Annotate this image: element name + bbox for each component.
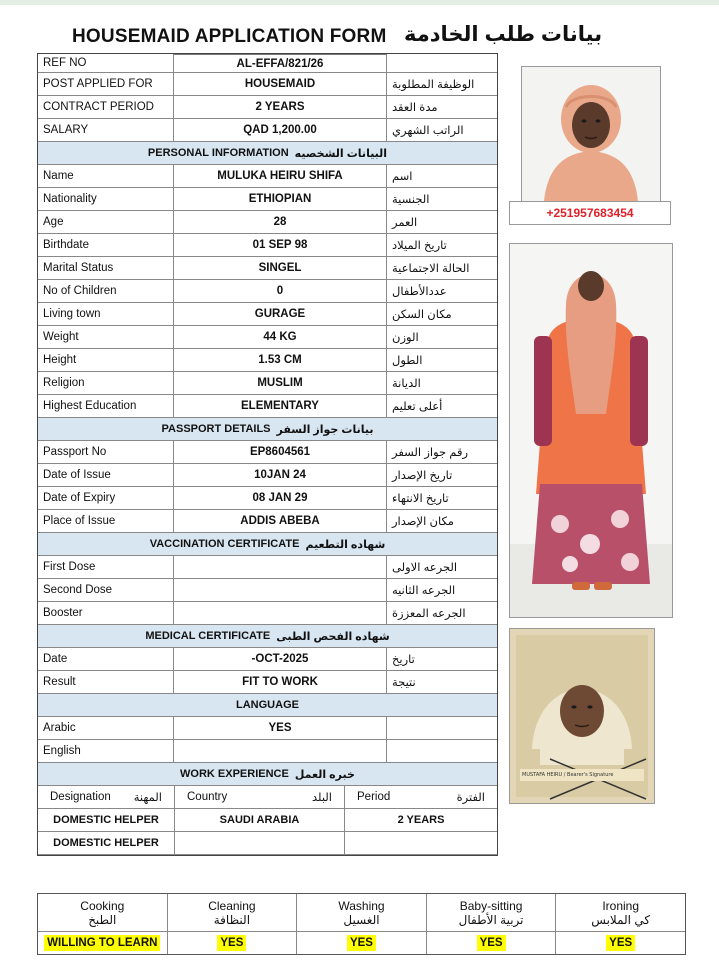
row-height [38,349,497,372]
field-label: SALARY [38,119,174,141]
work-period: 2 YEARS [397,814,445,826]
field-label: POST APPLIED FOR [38,73,174,95]
work-designation: DOMESTIC HELPER [38,809,175,831]
form-title-arabic: بيانات طلب الخادمة [404,23,603,46]
field-label: Religion [38,372,174,394]
field-label: Date of Expiry [38,487,174,509]
field-value: 1.53 CM [174,349,387,371]
skill-name-ar: الغسيل [343,913,380,927]
field-value: 08 JAN 29 [174,487,387,509]
field-value: 28 [174,211,387,233]
field-label-ar: الراتب الشهري [392,125,464,137]
field-label: Place of Issue [38,510,174,532]
field-label: Booster [38,602,174,624]
section-heading-ar: خبره العمل [294,768,355,781]
col-label-ar: البلد [311,792,332,804]
field-label: CONTRACT PERIOD [38,96,174,118]
section-passport-details [38,418,497,441]
full-body-photo [509,243,673,618]
section-heading: PERSONAL INFORMATION [147,147,289,159]
field-label: Marital Status [38,257,174,279]
field-label-ar: رقم جواز السفر [392,447,469,459]
field-label-ar [387,717,497,739]
field-label: English [38,740,174,762]
field-label-ar [387,740,497,762]
row-marital-status [38,257,497,280]
row-contract-period [38,96,497,119]
field-label-ar: تاريخ الانتهاء [392,493,449,505]
field-label: Age [38,211,174,233]
form-title: HOUSEMAID APPLICATION FORM [72,26,387,47]
field-value: 01 SEP 98 [174,234,387,256]
field-label: Date of Issue [38,464,174,486]
row-first-dose [38,556,497,579]
field-label-ar: تاريخ الميلاد [392,240,447,252]
field-value: 2 YEARS [174,96,387,118]
field-label: Nationality [38,188,174,210]
skills-table [37,893,686,955]
field-label: Passport No [38,441,174,463]
field-value [174,556,387,578]
field-value [174,740,387,762]
col-label: Designation [50,791,111,803]
field-label-ar: الحالة الاجتماعية [392,263,470,275]
field-label-ar: عددالأطفال [392,286,447,298]
field-value: YES [174,717,387,739]
field-label: Name [38,165,174,187]
field-label-ar: الديانة [392,378,421,390]
field-value: 0 [174,280,387,302]
row-post-applied [38,73,497,96]
col-label: Period [357,791,391,803]
row-medical-result [38,671,497,694]
section-heading: PASSPORT DETAILS [161,423,271,435]
section-medical-certificate [38,625,497,648]
field-label: REF NO [38,54,174,72]
row-english [38,740,497,763]
passport-photo-caption: MUSTAFA HEIRU / Bearer's Signature [522,772,614,778]
phone-number: +251957683454 [509,201,671,225]
headshot-photo [521,66,661,202]
field-value: ETHIOPIAN [174,188,387,210]
skill-ironing [556,894,685,954]
field-label: Result [38,671,174,693]
field-value: MUSLIM [174,372,387,394]
skill-value-cell [38,931,167,954]
section-language [38,694,497,717]
section-heading-ar: البيانات الشخصيه [294,147,388,160]
work-designation: DOMESTIC HELPER [38,832,175,854]
field-label: Height [38,349,174,371]
row-ref-no [38,54,497,73]
field-label-ar: أعلى تعليم [392,401,443,413]
field-value [174,602,387,624]
field-label: Arabic [38,717,174,739]
work-country: SAUDI ARABIA [175,809,345,831]
work-period [345,832,497,854]
field-label-ar: مدة العقد [392,102,438,114]
row-weight [38,326,497,349]
col-period [345,786,497,808]
skill-cooking [38,894,168,954]
section-work-experience [38,763,497,786]
skill-name-ar: النظافة [213,913,251,927]
field-label-ar: تاريخ [392,654,415,666]
skill-value-cell [556,931,685,954]
field-value: ADDIS ABEBA [174,510,387,532]
skill-name: Cleaning [208,899,256,913]
full-body-illustration [510,244,672,617]
field-label-ar: مكان السكن [392,309,452,321]
row-living-town [38,303,497,326]
section-heading: WORK EXPERIENCE [180,768,289,780]
col-country [175,786,345,808]
work-row [38,809,497,832]
row-highest-education [38,395,497,418]
field-value: ELEMENTARY [174,395,387,417]
section-heading: MEDICAL CERTIFICATE [145,630,271,642]
skill-name-ar: كي الملابس [591,913,651,927]
field-label-ar: مكان الإصدار [392,516,454,528]
skill-value: YES [606,935,635,951]
skill-cleaning [168,894,298,954]
field-value: 10JAN 24 [174,464,387,486]
field-value: AL-EFFA/821/26 [174,54,387,72]
field-value [174,579,387,601]
row-no-of-children [38,280,497,303]
col-label-ar: المهنة [133,792,162,804]
passport-photo [509,628,655,804]
field-label: Living town [38,303,174,325]
row-name [38,165,497,188]
skill-value: YES [347,935,376,951]
skill-value: YES [217,935,246,951]
field-label-ar: الطول [392,355,423,367]
skill-name: Ironing [602,899,640,913]
work-country [175,832,345,854]
row-age [38,211,497,234]
skill-value: WILLING TO LEARN [44,935,160,951]
field-label-ar: الجنسية [392,194,430,206]
section-vaccination-certificate [38,533,497,556]
row-booster [38,602,497,625]
col-label: Country [187,791,228,803]
row-medical-date [38,648,497,671]
headshot-illustration [522,67,660,201]
skill-baby-sitting [427,894,557,954]
field-label: Highest Education [38,395,174,417]
field-label-ar [387,54,497,72]
field-label-ar: الوظيفة المطلوبة [392,79,475,91]
col-designation [38,786,175,808]
field-label: Second Dose [38,579,174,601]
row-religion [38,372,497,395]
skill-value-cell [168,931,297,954]
section-personal-information [38,142,497,165]
application-form [37,53,498,856]
field-label-ar: نتيجة [392,677,416,689]
row-date-of-expiry [38,487,497,510]
field-value: -OCT-2025 [174,648,387,670]
skill-name: Cooking [80,899,125,913]
skill-value-cell [297,931,426,954]
field-label: Birthdate [38,234,174,256]
skill-name: Washing [338,899,385,913]
field-label: Date [38,648,174,670]
work-experience-header [38,786,497,809]
section-heading: VACCINATION CERTIFICATE [149,538,300,550]
top-strip [0,0,719,5]
col-label-ar: الفترة [456,792,485,804]
section-heading: LANGUAGE [236,699,299,711]
work-row [38,832,497,855]
field-value: EP8604561 [174,441,387,463]
field-value: MULUKA HEIRU SHIFA [174,165,387,187]
field-label-ar: العمر [392,217,418,229]
row-nationality [38,188,497,211]
row-second-dose [38,579,497,602]
field-label-ar: الجرعه الاولى [392,562,458,574]
field-label-ar: اسم [392,171,413,183]
field-value: HOUSEMAID [174,73,387,95]
skill-value: YES [477,935,506,951]
row-passport-no [38,441,497,464]
row-birthdate [38,234,497,257]
field-value: SINGEL [174,257,387,279]
field-label-ar: الجرعه الثانيه [392,585,456,597]
field-label: No of Children [38,280,174,302]
section-heading-ar: شهاده الفحص الطبى [276,630,390,643]
field-label: Weight [38,326,174,348]
skill-value-cell [427,931,556,954]
field-value: FIT TO WORK [174,671,387,693]
skill-washing [297,894,427,954]
field-label: First Dose [38,556,174,578]
field-value: QAD 1,200.00 [174,119,387,141]
skill-name-ar: الطبخ [88,913,117,927]
field-label-ar: الجرعه المعززة [392,608,466,620]
field-value: GURAGE [174,303,387,325]
row-place-of-issue [38,510,497,533]
section-heading-ar: بيانات جواز السفر [276,423,374,436]
field-value: 44 KG [174,326,387,348]
field-label-ar: تاريخ الإصدار [392,470,453,482]
row-arabic [38,717,497,740]
skill-name: Baby-sitting [459,899,523,913]
row-salary [38,119,497,142]
field-label-ar: الوزن [392,332,419,344]
skill-name-ar: تربية الأطفال [458,913,524,927]
row-date-of-issue [38,464,497,487]
section-heading-ar: شهاده التطعيم [305,538,386,551]
